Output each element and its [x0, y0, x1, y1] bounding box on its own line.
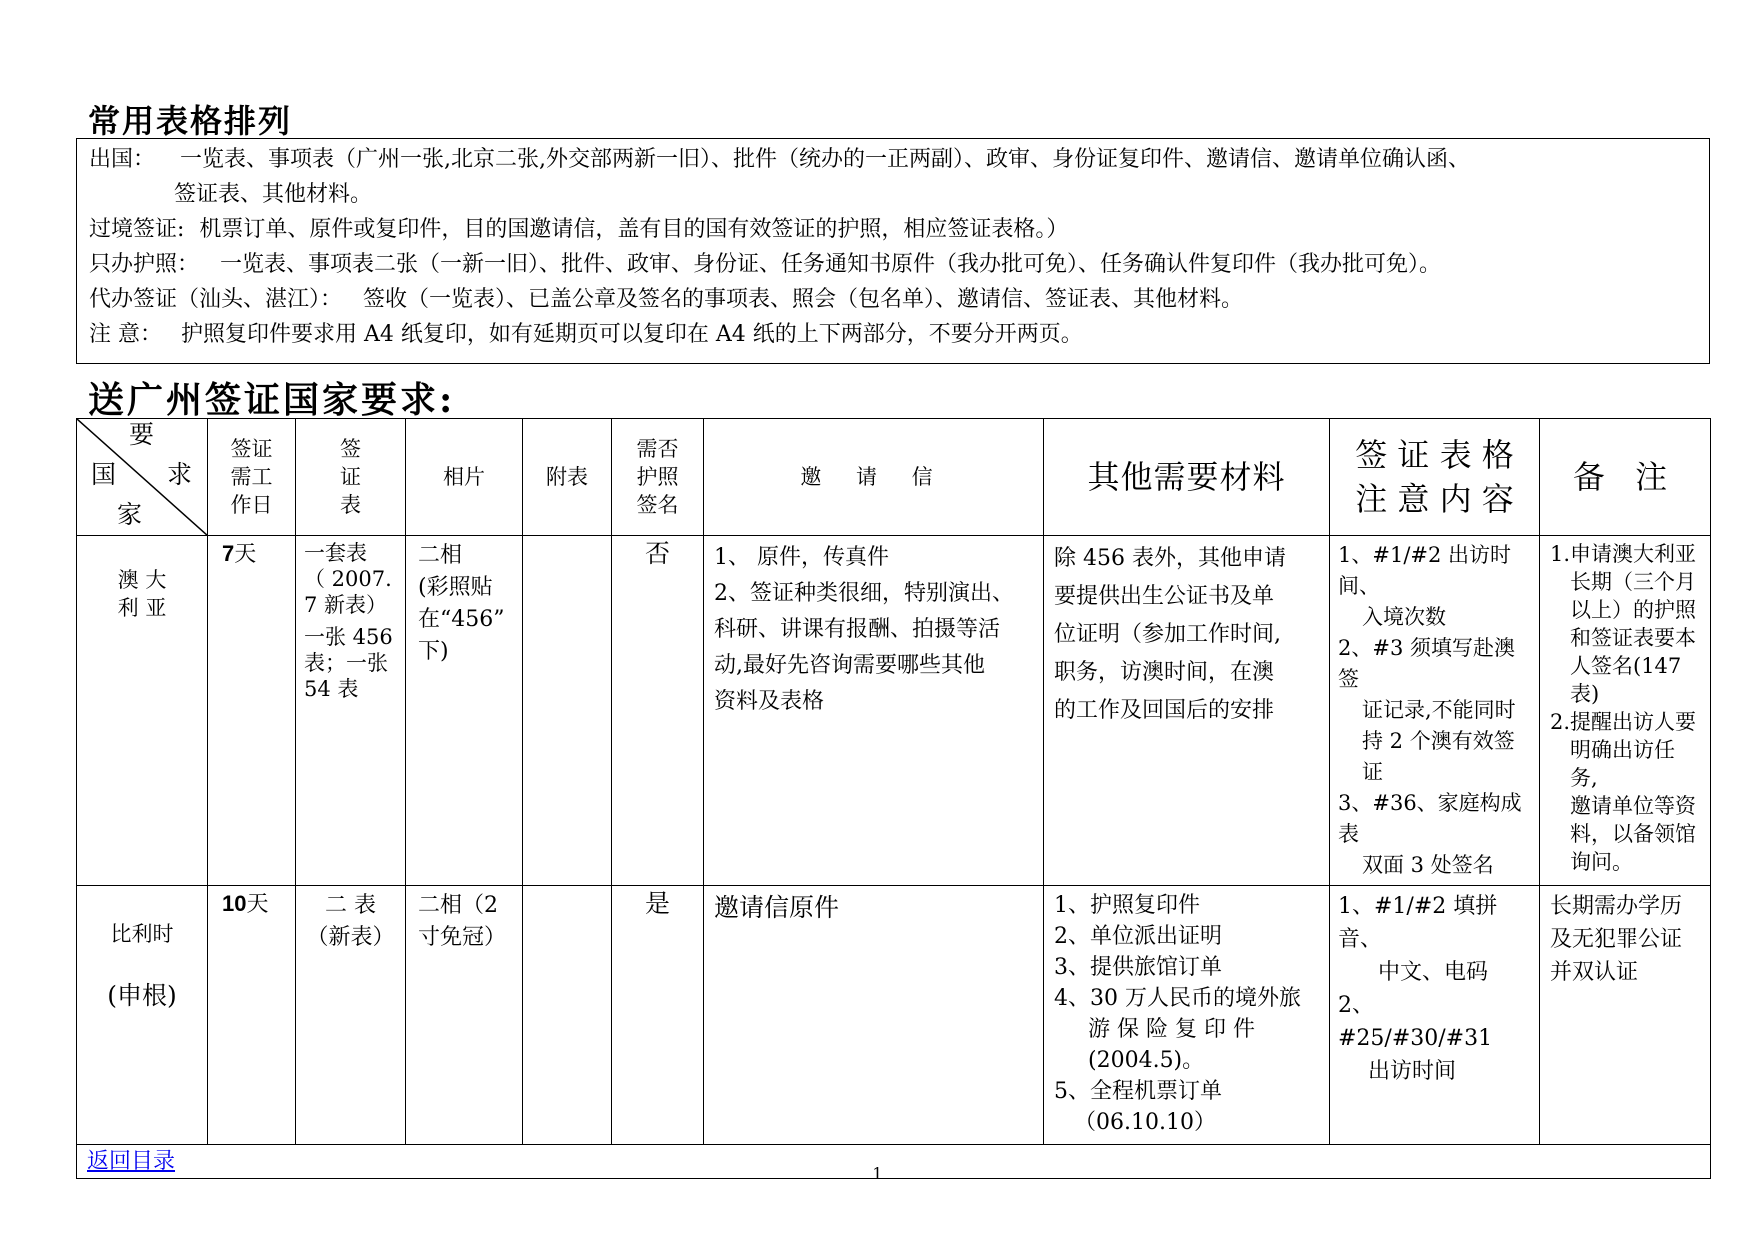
cell-line: 5、全程机票订单: [1054, 1079, 1222, 1104]
header-text: 注 意 内 容: [1355, 480, 1514, 518]
cell-line: （ 2007.: [304, 567, 392, 591]
cell-line: 动,最好先咨询需要哪些其他: [714, 653, 985, 678]
table-row: [77, 886, 1711, 1145]
cell-line: 邀请信原件: [714, 893, 840, 922]
cell-line: 科研、讲课有报酬、拍摄等活: [714, 617, 1001, 642]
section-title-common-forms: 常用表格排列: [88, 102, 293, 140]
cell-line: 2.提醒出访人要: [1550, 710, 1697, 734]
section-title-guangzhou-visa: 送广州签证国家要求:: [88, 379, 456, 421]
cell-line: 证记录,不能同时: [1362, 698, 1516, 722]
note-label: 过境签证:: [89, 217, 185, 242]
note-line-outbound-cont: [174, 180, 372, 210]
cell-line: 以上）的护照: [1570, 598, 1696, 622]
cell-line: 下): [418, 639, 449, 664]
note-line-transit: [89, 215, 1068, 245]
header-visa-form: [296, 419, 406, 536]
days-number: 10: [222, 891, 247, 916]
invitation-cell: [704, 886, 1044, 1145]
cell-line: 长期需办学历: [1550, 894, 1683, 919]
form-notes-cell: [1330, 536, 1540, 886]
note-text: 签证表、其他材料。: [174, 182, 373, 207]
country-name: 澳 大: [117, 568, 167, 592]
country-cell: [77, 536, 208, 886]
note-label: 代办签证（汕头、湛江）：: [89, 287, 343, 312]
cell-line: 的工作及回国后的安排: [1054, 698, 1275, 723]
other-materials-cell: [1044, 886, 1330, 1145]
header-passport-signature: [612, 419, 704, 536]
cell-line: 表；一张: [304, 651, 388, 675]
cell-line: 寸免冠）: [418, 925, 507, 950]
corner-label-bottom: 家: [117, 500, 143, 529]
note-text: 签收（一览表）、已盖公章及签名的事项表、照会（包名单）、邀请信、签证表、其他材料。: [363, 287, 1244, 312]
cell-line: 除 456 表外，其他申请: [1054, 546, 1286, 571]
cell-line: 位证明（参加工作时间,: [1054, 622, 1281, 647]
corner-label-right: 求: [167, 460, 193, 489]
visa-requirements-table: [76, 418, 1711, 1179]
cell-line: 4、30 万人民币的境外旅: [1054, 986, 1301, 1011]
header-invitation-letter: 邀 请 信: [704, 419, 1044, 536]
visa-form-cell: [296, 886, 406, 1145]
table-row: [77, 536, 1711, 886]
cell-line: 入境次数: [1362, 605, 1446, 629]
signature-required-cell: 是: [612, 886, 704, 1145]
cell-line: (彩照贴: [418, 575, 493, 600]
cell-line: 1、#1/#2 填拼音、: [1338, 894, 1498, 952]
header-attachment: 附表: [523, 419, 612, 536]
header-text: 需否: [636, 437, 679, 461]
note-line-agency-visa: [89, 285, 1243, 315]
cell-line: 1.申请澳大利亚: [1550, 542, 1697, 566]
processing-days-cell: [208, 886, 296, 1145]
header-processing-days: [208, 419, 296, 536]
cell-line: 料，以备领馆: [1570, 822, 1696, 846]
invitation-cell: [704, 536, 1044, 886]
photo-cell: [406, 886, 523, 1145]
header-text: 需工: [230, 465, 273, 489]
cell-line: 2、#3 须填写赴澳签: [1338, 636, 1515, 691]
cell-line: 2、签证种类很细，特别演出、: [714, 581, 1014, 606]
cell-line: 明确出访任务,: [1570, 738, 1675, 790]
cell-line: 资料及表格: [714, 689, 825, 714]
remarks-cell: [1540, 886, 1711, 1145]
cell-line: 询问。: [1570, 850, 1633, 874]
note-line-passport-only: [89, 250, 1441, 280]
visa-form-cell: [296, 536, 406, 886]
header-text: 签: [340, 437, 361, 461]
note-text: 一览表、事项表二张（一新一旧）、批件、政审、身份证、任务通知书原件（我办批可免）、任务确认件复印件（我办批可免）。: [220, 252, 1442, 277]
cell-line: 双面 3 处签名: [1362, 853, 1494, 877]
cell-line: 持 2 个澳有效签: [1362, 729, 1515, 753]
cell-line: （06.10.10）: [1074, 1110, 1216, 1135]
country-cell: [77, 886, 208, 1145]
cell-line: 中文、电码: [1378, 960, 1489, 985]
cell-line: 二相: [418, 543, 463, 568]
note-label: 只办护照：: [89, 252, 200, 277]
note-label: 出国：: [89, 147, 156, 172]
attachment-cell: [523, 886, 612, 1145]
cell-line: 1、 原件，传真件: [714, 545, 889, 570]
processing-days-cell: [208, 536, 296, 886]
cell-line: 证: [1362, 760, 1383, 784]
note-text: 护照复印件要求用 A4 纸复印，如有延期页可以复印在 A4 纸的上下两部分，不要分开两页。: [181, 322, 1083, 347]
header-text: 签 证 表 格: [1355, 436, 1514, 474]
cell-line: 长期（三个月: [1570, 570, 1696, 594]
header-text: 证: [340, 465, 361, 489]
form-notes-cell: [1330, 886, 1540, 1145]
corner-label-top: 要: [129, 420, 155, 449]
header-other-materials: 其他需要材料: [1044, 419, 1330, 536]
cell-line: 一套表: [304, 541, 367, 565]
cell-line: (2004.5)。: [1088, 1048, 1205, 1073]
cell-line: 7 新表）: [304, 593, 388, 617]
common-forms-box: [76, 138, 1710, 364]
header-remarks: 备 注: [1540, 419, 1711, 536]
country-subtitle: (申根): [107, 981, 177, 1010]
cell-line: 并双认证: [1550, 960, 1639, 985]
table-header-row: [77, 419, 1711, 536]
other-materials-cell: [1044, 536, 1330, 886]
country-name: 比利时: [110, 922, 174, 946]
header-text: 作日: [230, 493, 273, 517]
cell-line: 1、#1/#2 出访时间、: [1338, 543, 1512, 598]
cell-line: 要提供出生公证书及单: [1054, 584, 1275, 609]
note-text: 一览表、事项表（广州一张,北京二张,外交部两新一旧）、批件（统办的一正两副）、政审、身份证复印件、邀请信、邀请单位确认函、: [180, 147, 1471, 172]
days-unit: 天: [246, 892, 269, 917]
note-line-outbound: [89, 145, 1470, 175]
cell-line: 游 保 险 复 印 件: [1088, 1017, 1255, 1042]
cell-line: 3、提供旅馆订单: [1054, 955, 1222, 980]
note-text: 机票订单、原件或复印件，目的国邀请信，盖有目的国有效签证的护照，相应签证表格。）: [199, 217, 1069, 242]
header-text: 护照: [636, 465, 679, 489]
header-form-notes: [1330, 419, 1540, 536]
back-to-contents-link[interactable]: 返回目录: [87, 1149, 176, 1174]
days-unit: 天: [234, 542, 257, 567]
header-photo: 相片: [406, 419, 523, 536]
cell-line: 二 表: [325, 893, 376, 918]
signature-required-cell: 否: [612, 536, 704, 886]
note-label: 注 意：: [89, 322, 162, 347]
corner-header-cell: [77, 419, 208, 536]
cell-line: 二相（2: [418, 893, 498, 918]
cell-line: 出访时间: [1368, 1059, 1457, 1084]
header-text: 签名: [636, 493, 679, 517]
photo-cell: [406, 536, 523, 886]
days-number: 7: [222, 541, 235, 566]
cell-line: 2、 #25/#30/#31: [1338, 993, 1493, 1051]
cell-line: 3、#36、家庭构成表: [1338, 791, 1522, 846]
remarks-cell: [1540, 536, 1711, 886]
cell-line: 职务，访澳时间，在澳: [1054, 660, 1275, 685]
country-name: 利 亚: [117, 596, 167, 620]
corner-label-left: 国: [91, 460, 117, 489]
cell-line: 和签证表要本: [1570, 626, 1696, 650]
note-line-attention: [89, 320, 1083, 350]
page-number: 1: [872, 1164, 883, 1183]
header-text: 表: [340, 493, 361, 517]
cell-line: 1、护照复印件: [1054, 893, 1200, 918]
cell-line: 在“456”: [418, 607, 505, 632]
cell-line: 54 表: [304, 677, 359, 701]
cell-line: 2、单位派出证明: [1054, 924, 1222, 949]
cell-line: 人签名(147 表): [1570, 654, 1682, 706]
cell-line: 邀请单位等资: [1570, 794, 1696, 818]
header-text: 签证: [230, 437, 273, 461]
cell-line: 及无犯罪公证: [1550, 927, 1683, 952]
attachment-cell: [523, 536, 612, 886]
cell-line: 一张 456: [304, 625, 393, 649]
cell-line: （新表）: [306, 925, 395, 950]
